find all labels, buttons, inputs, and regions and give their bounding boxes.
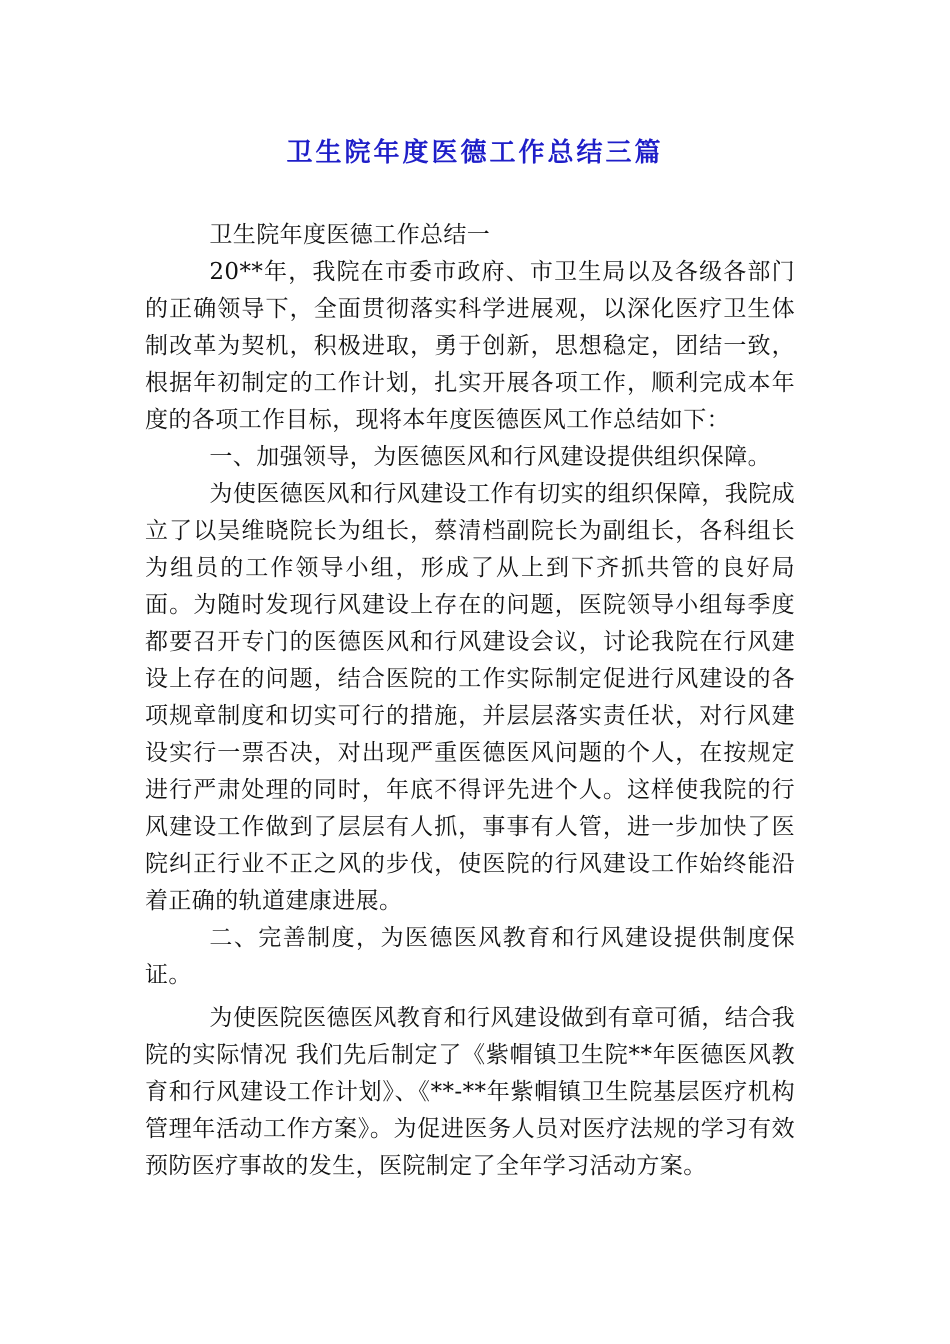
section-heading: 卫生院年度医德工作总结一: [209, 222, 491, 248]
paragraph: 为使医德医风和行风建设工作有切实的组织保障，我院成立了以吴维晓院长为组长，蔡清档副院长为副组长，各科组长为组员的工作领导小组，形成了从上到下齐抓共管的良好局面。为随时发现行风建设上存在的问题，医院领导小组每季度都要召开专门的医德医风和行风建设会议，讨论我院在行风建设上存在的问题，结合医院的工作实际制定促进行风建设的各项规章制度和切实可行的措施，并层层落实责任状，对行风建设实行一票否决，对出现严重医德医风问题的个人，在按规定进行严肃处理的同时，年底不得评先进个人。这样使我院的行风建设工作做到了层层有人抓，事事有人管，进一步加快了医院纠正行业不正之风的步伐，使医院的行风建设工作始终能沿着正确的轨道建康进展。: [145, 481, 795, 914]
section-heading: 二、完善制度，为医德医风教育和行风建设提供制度保证。: [145, 925, 795, 988]
section-heading: 一、加强领导，为医德医风和行风建设提供组织保障。: [209, 444, 771, 470]
document-body: [145, 217, 795, 1185]
document-title: 卫生院年度医德工作总结三篇: [286, 138, 664, 168]
paragraph: 20**年，我院在市委市政府、市卫生局以及各级各部门的正确领导下，全面贯彻落实科学进展观，以深化医疗卫生体制改革为契机，积极进取，勇于创新，思想稳定，团结一致，根据年初制定的工作计划，扎实开展各项工作，顺利完成本年度的各项工作目标，现将本年度医德医风工作总结如下：: [145, 259, 795, 433]
paragraph: 为使医院医德医风教育和行风建设做到有章可循，结合我院的实际情况 我们先后制定了《紫帽镇卫生院**年医德医风教育和行风建设工作计划》、《**-**年紫帽镇卫生院基层医疗机构管理年活动工作方案》。为促进医务人员对医疗法规的学习有效预防医疗事故的发生，医院制定了全年学习活动方案。: [145, 1005, 795, 1179]
